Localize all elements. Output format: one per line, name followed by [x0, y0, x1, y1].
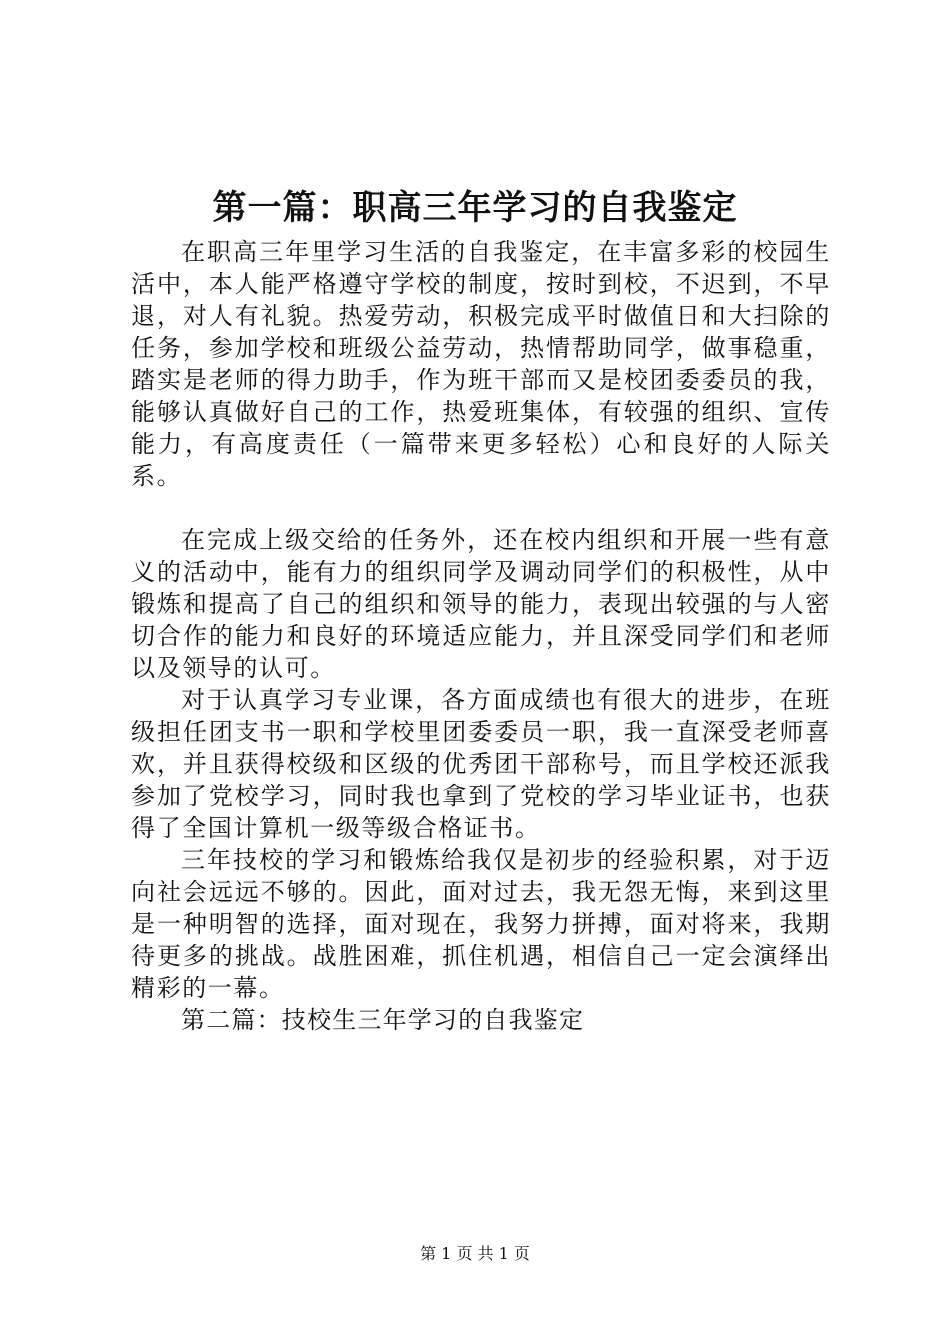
document-body [131, 236, 831, 1036]
paragraph-3: 对于认真学习专业课，各方面成绩也有很大的进步，在班级担任团支书一职和学校里团委委员一职，我一直深受老师喜欢，并且获得校级和区级的优秀团干部称号，而且学校还派我参加了党校学习，同时我也拿到了党校的学习毕业证书，也获得了全国计算机一级等级合格证书。 [131, 686, 831, 842]
paragraph-4: 三年技校的学习和锻炼给我仅是初步的经验积累，对于迈向社会远远不够的。因此，面对过去，我无怨无悔，来到这里是一种明智的选择，面对现在，我努力拼搏，面对将来，我期待更多的挑战。战胜困难，抓住机遇，相信自己一定会演绎出精彩的一幕。 [131, 846, 831, 1002]
page-footer: 第 1 页 共 1 页 [420, 1244, 530, 1263]
paragraph-1: 在职高三年里学习生活的自我鉴定，在丰富多彩的校园生活中，本人能严格遵守学校的制度，按时到校，不迟到，不早退，对人有礼貌。热爱劳动，积极完成平时做值日和大扫除的任务，参加学校和班级公益劳动，热情帮助同学，做事稳重，踏实是老师的得力助手，作为班干部而又是校团委委员的我，能够认真做好自己的工作，热爱班集体，有较强的组织、宣传能力，有高度责任（一篇带来更多轻松）心和良好的人际关系。 [131, 238, 831, 490]
next-section-heading: 第二篇：技校生三年学习的自我鉴定 [181, 1006, 585, 1034]
document-title: 第一篇：职高三年学习的自我鉴定 [212, 188, 738, 228]
paragraph-2: 在完成上级交给的任务外，还在校内组织和开展一些有意义的活动中，能有力的组织同学及调动同学们的积极性，从中锻炼和提高了自己的组织和领导的能力，表现出较强的与人密切合作的能力和良好的环境适应能力，并且深受同学们和老师以及领导的认可。 [131, 526, 831, 682]
